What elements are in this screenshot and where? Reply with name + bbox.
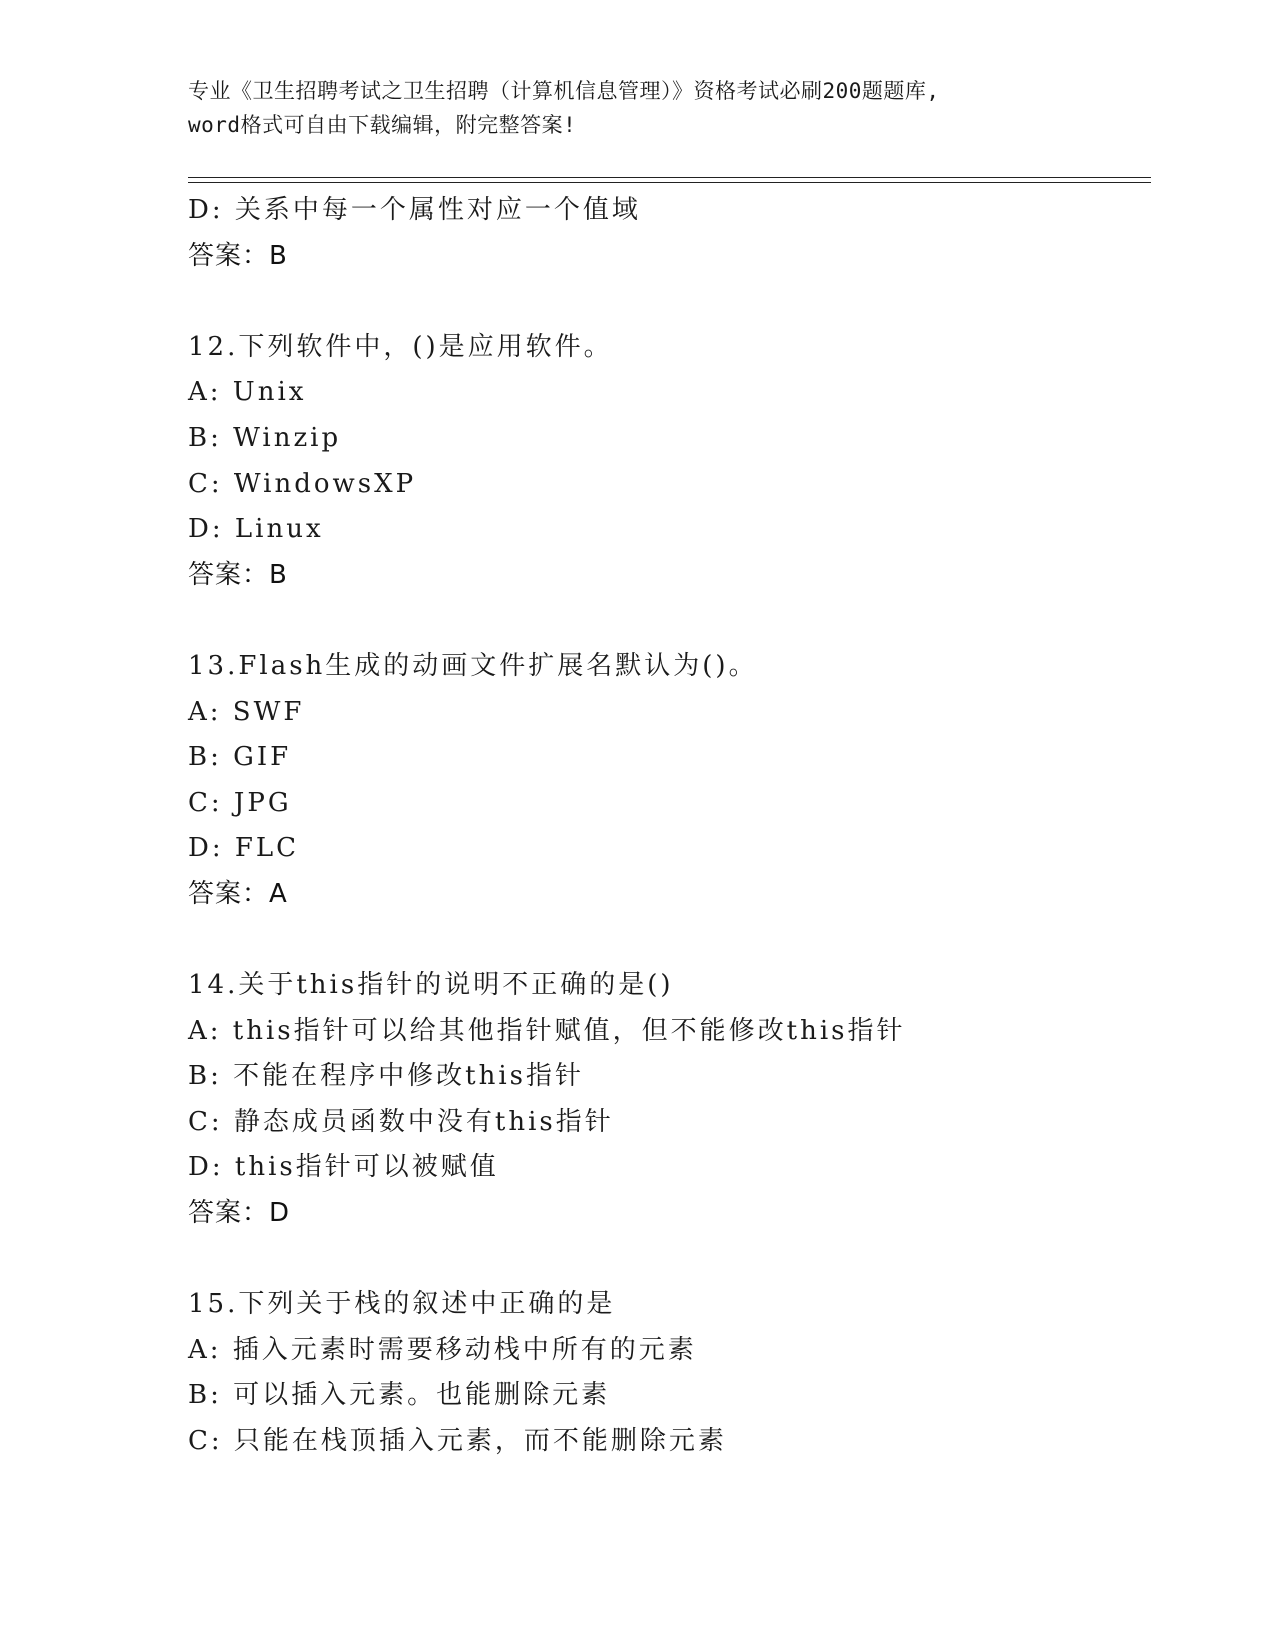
- option-c: C: 只能在栈顶插入元素，而不能删除元素: [188, 1426, 727, 1457]
- header-title-line-1: 专业《卫生招聘考试之卫生招聘（计算机信息管理）》资格考试必刷200题题库,: [188, 79, 940, 103]
- option-b: B: 不能在程序中修改this指针: [188, 1061, 584, 1092]
- question-stem: 12.下列软件中，()是应用软件。: [188, 331, 613, 362]
- question-14: [188, 963, 1148, 1237]
- option-b: B: 可以插入元素。也能删除元素: [188, 1380, 611, 1411]
- option-c: C: WindowsXP: [188, 468, 417, 499]
- option-a: A: SWF: [188, 696, 305, 727]
- option-a: A: 插入元素时需要移动栈中所有的元素: [188, 1334, 697, 1365]
- question-15: [188, 1282, 1148, 1464]
- question-13: [188, 644, 1148, 918]
- option-d: D: FLC: [188, 833, 300, 864]
- option-c: C: JPG: [188, 787, 292, 818]
- spacer: [188, 1237, 1148, 1283]
- option-d: D: 关系中每一个属性对应一个值域: [188, 195, 641, 225]
- option-d: D: Linux: [188, 514, 324, 545]
- answer: 答案：B: [188, 559, 288, 590]
- option-c: C: 静态成员函数中没有this指针: [188, 1106, 614, 1137]
- option-d: D: this指针可以被赋值: [188, 1152, 499, 1183]
- option-a: A: this指针可以给其他指针赋值，但不能修改this指针: [188, 1015, 906, 1046]
- option-b: B: GIF: [188, 742, 292, 773]
- answer: 答案：D: [188, 1198, 291, 1229]
- option-a: A: Unix: [188, 377, 307, 408]
- question-stem: 15.下列关于栈的叙述中正确的是: [188, 1289, 616, 1320]
- header-divider-bottom: [188, 182, 1151, 183]
- page-header: [188, 74, 1088, 142]
- header-title-line-2: word格式可自由下载编辑，附完整答案!: [188, 113, 577, 137]
- spacer: [188, 279, 1148, 325]
- answer: 答案：B: [188, 240, 288, 271]
- spacer: [188, 918, 1148, 964]
- question-11-tail: [188, 188, 1148, 279]
- question-stem: 14.关于this指针的说明不正确的是(): [188, 970, 674, 1001]
- header-divider-top: [188, 177, 1151, 178]
- question-list: [188, 188, 1148, 1465]
- question-stem: 13.Flash生成的动画文件扩展名默认为()。: [188, 650, 758, 681]
- option-b: B: Winzip: [188, 422, 342, 453]
- answer: 答案：A: [188, 878, 288, 909]
- spacer: [188, 598, 1148, 644]
- question-12: [188, 325, 1148, 599]
